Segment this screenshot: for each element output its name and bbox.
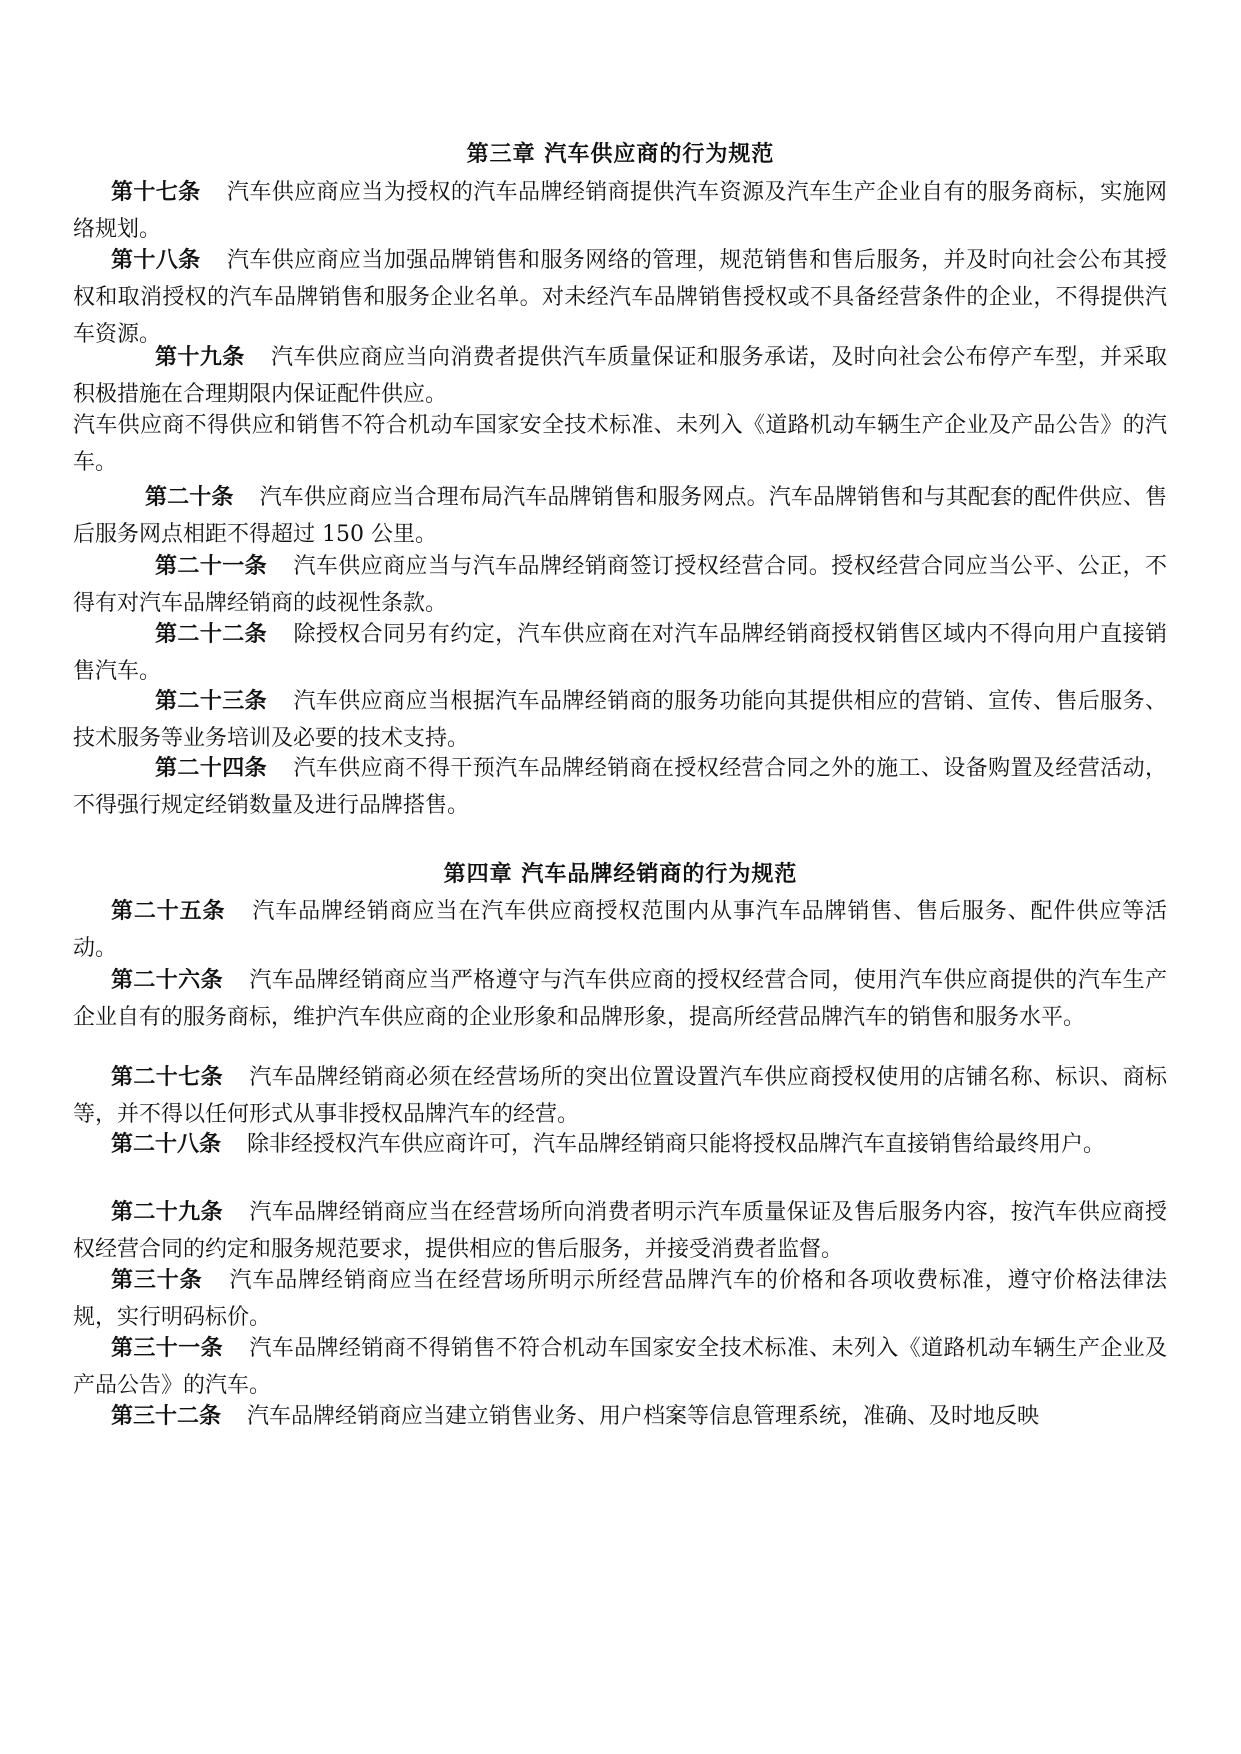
article-label: 第十七条 (111, 180, 201, 205)
article-17 (73, 174, 1167, 248)
article-19 (73, 339, 1167, 413)
article-label: 第二十九条 (111, 1200, 223, 1225)
article-24 (73, 750, 1167, 824)
chapter-4-title: 第四章 汽车品牌经销商的行为规范 (443, 862, 798, 887)
article-text: 汽车品牌经销商不得销售不符合机动车国家安全技术标准、未列入《道路机动车辆生产企业及产品公告》的汽车。 (73, 1336, 1167, 1398)
article-text: 汽车供应商应当加强品牌销售和服务网络的管理，规范销售和售后服务，并及时向社会公布其授权和取消授权的汽车品牌销售和服务企业名单。对未经汽车品牌销售授权或不具备经营条件的企业，不得提供汽车资源。 (73, 248, 1167, 347)
article-label: 第三十条 (111, 1268, 203, 1293)
article-label: 第三十一条 (111, 1336, 223, 1361)
article-30 (73, 1262, 1167, 1336)
article-label: 第二十七条 (111, 1065, 223, 1090)
article-text: 除授权合同另有约定，汽车供应商在对汽车品牌经销商授权销售区域内不得向用户直接销售汽车。 (73, 622, 1167, 684)
article-26 (73, 962, 1167, 1036)
article-text: 汽车供应商应当为授权的汽车品牌经销商提供汽车资源及汽车生产企业自有的服务商标，实施网络规划。 (73, 180, 1167, 242)
article-text: 汽车供应商应当根据汽车品牌经销商的服务功能向其提供相应的营销、宣传、售后服务、技术服务等业务培训及必要的技术支持。 (73, 689, 1167, 751)
article-23 (73, 683, 1167, 757)
article-label: 第二十四条 (155, 756, 268, 781)
article-27 (73, 1059, 1167, 1133)
article-label: 第十九条 (155, 345, 245, 370)
article-label: 第二十三条 (155, 689, 268, 714)
article-19-continued (73, 407, 1167, 481)
article-text: 汽车供应商应当与汽车品牌经销商签订授权经营合同。授权经营合同应当公平、公正，不得有对汽车品牌经销商的歧视性条款。 (73, 554, 1167, 616)
article-text: 汽车供应商不得供应和销售不符合机动车国家安全技术标准、未列入《道路机动车辆生产企业及产品公告》的汽车。 (73, 413, 1167, 475)
article-label: 第十八条 (111, 248, 201, 273)
article-text: 除非经授权汽车供应商许可，汽车品牌经销商只能将授权品牌汽车直接销售给最终用户。 (247, 1132, 1106, 1157)
article-text: 汽车品牌经销商应当在经营场所向消费者明示汽车质量保证及售后服务内容，按汽车供应商授权经营合同的约定和服务规范要求，提供相应的售后服务，并接受消费者监督。 (73, 1200, 1167, 1262)
article-18 (73, 242, 1167, 353)
article-text: 汽车品牌经销商应当在经营场所明示所经营品牌汽车的价格和各项收费标准，遵守价格法律法规，实行明码标价。 (73, 1268, 1167, 1330)
article-label: 第二十一条 (155, 554, 268, 579)
article-28 (73, 1126, 1167, 1163)
article-text: 汽车供应商应当合理布局汽车品牌销售和服务网点。汽车品牌销售和与其配套的配件供应、售后服务网点相距不得超过 150 公里。 (73, 485, 1167, 547)
chapter-3-title: 第三章 汽车供应商的行为规范 (466, 142, 775, 167)
article-text: 汽车供应商不得干预汽车品牌经销商在授权经营合同之外的施工、设备购置及经营活动，不得强行规定经销数量及进行品牌搭售。 (73, 756, 1167, 818)
article-21 (73, 548, 1167, 622)
article-text: 汽车品牌经销商必须在经营场所的突出位置设置汽车供应商授权使用的店铺名称、标识、商标等，并不得以任何形式从事非授权品牌汽车的经营。 (73, 1065, 1167, 1127)
article-label: 第二十六条 (111, 968, 223, 993)
article-label: 第二十八条 (111, 1132, 222, 1157)
article-25 (73, 893, 1167, 967)
article-label: 第三十二条 (111, 1404, 222, 1429)
article-text: 汽车品牌经销商应当在汽车供应商授权范围内从事汽车品牌销售、售后服务、配件供应等活动。 (73, 899, 1167, 961)
article-label: 第二十五条 (111, 899, 226, 924)
article-text: 汽车品牌经销商应当严格遵守与汽车供应商的授权经营合同，使用汽车供应商提供的汽车生产企业自有的服务商标，维护汽车供应商的企业形象和品牌形象，提高所经营品牌汽车的销售和服务水平。 (73, 968, 1167, 1030)
article-31 (73, 1330, 1167, 1404)
article-32 (73, 1398, 1167, 1435)
article-label: 第二十条 (145, 485, 234, 510)
article-29 (73, 1194, 1167, 1268)
article-label: 第二十二条 (155, 622, 268, 647)
article-22 (73, 616, 1167, 690)
article-20 (73, 479, 1167, 553)
article-text: 汽车品牌经销商应当建立销售业务、用户档案等信息管理系统，准确、及时地反映 (247, 1404, 1040, 1429)
article-text: 汽车供应商应当向消费者提供汽车质量保证和服务承诺，及时向社会公布停产车型，并采取积极措施在合理期限内保证配件供应。 (73, 345, 1167, 407)
